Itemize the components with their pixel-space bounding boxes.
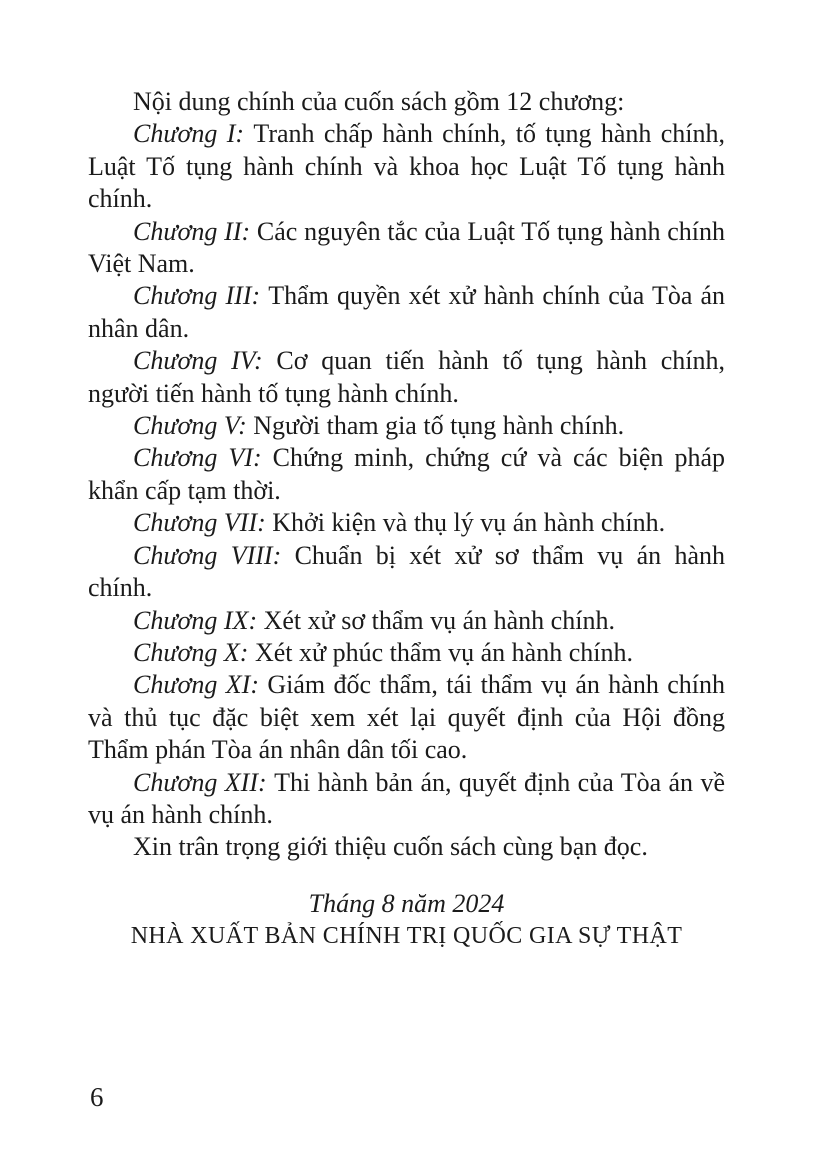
chapter-8-paragraph [88,540,725,605]
paragraph-text: Giám đốc thẩm, tái thẩm vụ án hành chính và thủ tục đặc biệt xem xét lại quyết định của Hội đồng Thẩm phán Tòa án nhân dân tối cao. [88,670,725,765]
paragraph-text: Tranh chấp hành chính, tố tụng hành chính, Luật Tố tụng hành chính và khoa học Luật Tố tụng hành chính. [88,119,725,214]
paragraph-text: Thẩm quyền xét xử hành chính của Tòa án nhân dân. [88,281,726,343]
chapter-label: Chương XII: [133,767,275,797]
page-number: 6 [90,1082,104,1112]
chapter-12-paragraph [88,767,725,832]
chapter-9-paragraph [88,605,725,637]
chapter-label: Chương I: [133,119,254,149]
chapter-label: Chương VI: [133,443,273,473]
chapter-2-paragraph [88,216,725,281]
chapter-5-paragraph [88,410,725,442]
paragraph-text: Nội dung chính của cuốn sách gồm 12 chương: [133,87,625,116]
paragraph-text: Người tham gia tố tụng hành chính. [253,411,625,441]
paragraph-text: Các nguyên tắc của Luật Tố tụng hành chính Việt Nam. [88,216,726,279]
chapter-label: Chương XI: [133,670,268,700]
chapter-label: Chương VII: [133,508,273,538]
chapter-label: Chương IV: [133,346,277,376]
paragraph-text: Cơ quan tiến hành tố tụng hành chính, người tiến hành tố tụng hành chính. [88,346,725,408]
publisher-name: NHÀ XUẤT BẢN CHÍNH TRỊ QUỐC GIA SỰ THẬT [130,923,683,950]
paragraph-text: Khởi kiện và thụ lý vụ án hành chính. [272,508,666,538]
chapter-label: Chương III: [133,281,269,311]
chapter-label: Chương II: [133,216,257,246]
chapter-label: Chương X: [133,637,255,667]
intro-paragraph [88,86,725,118]
paragraph-text: Xét xử phúc thẩm vụ án hành chính. [254,637,633,667]
chapter-3-paragraph [88,280,725,345]
chapter-label: Chương V: [133,411,254,441]
chapter-4-paragraph [88,345,725,410]
closing-paragraph [88,831,725,863]
chapter-7-paragraph [88,507,725,539]
chapter-6-paragraph [88,442,725,507]
chapter-label: Chương VIII: [133,540,295,570]
chapter-10-paragraph [88,637,725,669]
body-text [88,86,725,953]
chapter-11-paragraph [88,669,725,766]
paragraph-text: Chuẩn bị xét xử sơ thẩm vụ án hành chính. [88,540,725,603]
signature-block [88,888,725,953]
chapter-1-paragraph [88,118,725,215]
paragraph-text: Xét xử sơ thẩm vụ án hành chính. [263,605,615,635]
paragraph-text: Xin trân trọng giới thiệu cuốn sách cùng bạn đọc. [133,832,648,862]
paragraph-text: Thi hành bản án, quyết định của Tòa án về vụ án hành chính. [88,767,725,829]
paragraph-text: Chứng minh, chứng cứ và các biện pháp khẩn cấp tạm thời. [88,443,725,505]
chapter-label: Chương IX: [133,605,264,635]
date-line: Tháng 8 năm 2024 [308,888,505,918]
